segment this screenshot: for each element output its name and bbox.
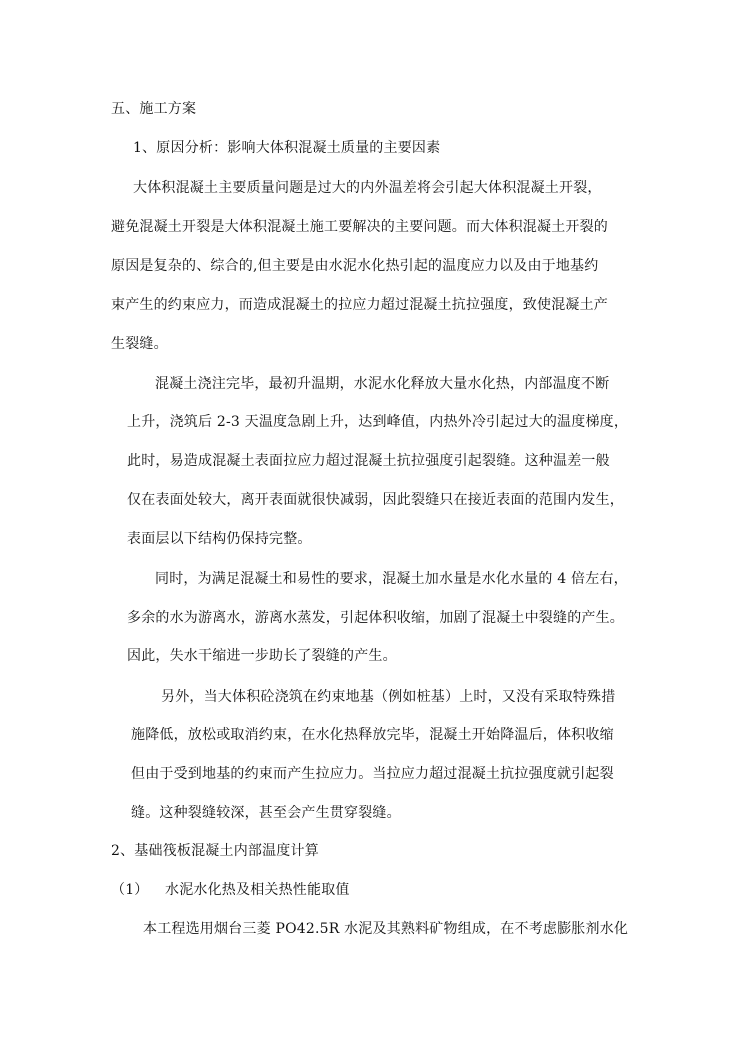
paragraph-3-line-3: 因此，失水干缩进一步助长了裂缝的产生。 [127, 648, 397, 664]
paragraph-1-line-3: 原因是复杂的、综合的,但主要是由水泥水化热引起的温度应力以及由于地基约 [111, 258, 599, 274]
subsection-2-heading: 2、基础筏板混凝土内部温度计算 [111, 843, 319, 859]
item-1-number: （1） [111, 882, 149, 898]
paragraph-2-line-1: 混凝土浇注完毕，最初升温期，水泥水化释放大量水化热，内部温度不断 [155, 376, 610, 392]
paragraph-5-line-1: 本工程选用烟台三菱 PO42.5R 水泥及其熟料矿物组成，在不考虑膨胀剂水化 [143, 921, 629, 937]
paragraph-2-line-2: 上升，浇筑后 2-3 天温度急剧上升，达到峰值，内热外冷引起过大的温度梯度， [127, 414, 629, 430]
paragraph-2-line-3: 此时，易造成混凝土表面拉应力超过混凝土抗拉强度引起裂缝。这种温差一般 [127, 453, 610, 469]
paragraph-2-line-4: 仅在表面处较大，离开表面就很快减弱，因此裂缝只在接近表面的范围内发生， [127, 492, 624, 508]
paragraph-1-line-4: 束产生的约束应力，而造成混凝土的拉应力超过混凝土抗拉强度，致使混凝土产 [111, 297, 608, 313]
paragraph-2-line-5: 表面层以下结构仍保持完整。 [127, 531, 312, 547]
paragraph-3-line-2: 多余的水为游离水，游离水蒸发，引起体积收缩，加剧了混凝土中裂缝的产生。 [127, 610, 624, 626]
paragraph-1-line-2: 避免混凝土开裂是大体积混凝土施工要解决的主要问题。而大体积混凝土开裂的 [111, 219, 608, 235]
paragraph-3-line-1: 同时，为满足混凝土和易性的要求，混凝土加水量是水化水量的 4 倍左右， [155, 571, 628, 587]
item-1-title: 水泥水化热及相关热性能取值 [165, 882, 350, 898]
paragraph-4-line-1: 另外，当大体积砼浇筑在约束地基（例如桩基）上时，又没有采取特殊措 [161, 689, 616, 705]
section-title: 五、施工方案 [111, 101, 197, 117]
paragraph-1-line-5: 生裂缝。 [111, 336, 168, 352]
paragraph-1-line-1: 大体积混凝土主要质量问题是过大的内外温差将会引起大体积混凝土开裂， [133, 180, 602, 196]
paragraph-4-line-2: 施降低，放松或取消约束，在水化热释放完毕，混凝土开始降温后，体积收缩 [131, 727, 614, 743]
paragraph-4-line-4: 缝。这种裂缝较深，甚至会产生贯穿裂缝。 [131, 805, 401, 821]
subsection-1-heading: 1、原因分析：影响大体积混凝土质量的主要因素 [133, 140, 441, 156]
paragraph-4-line-3: 但由于受到地基的约束而产生拉应力。当拉应力超过混凝土抗拉强度就引起裂 [131, 766, 614, 782]
